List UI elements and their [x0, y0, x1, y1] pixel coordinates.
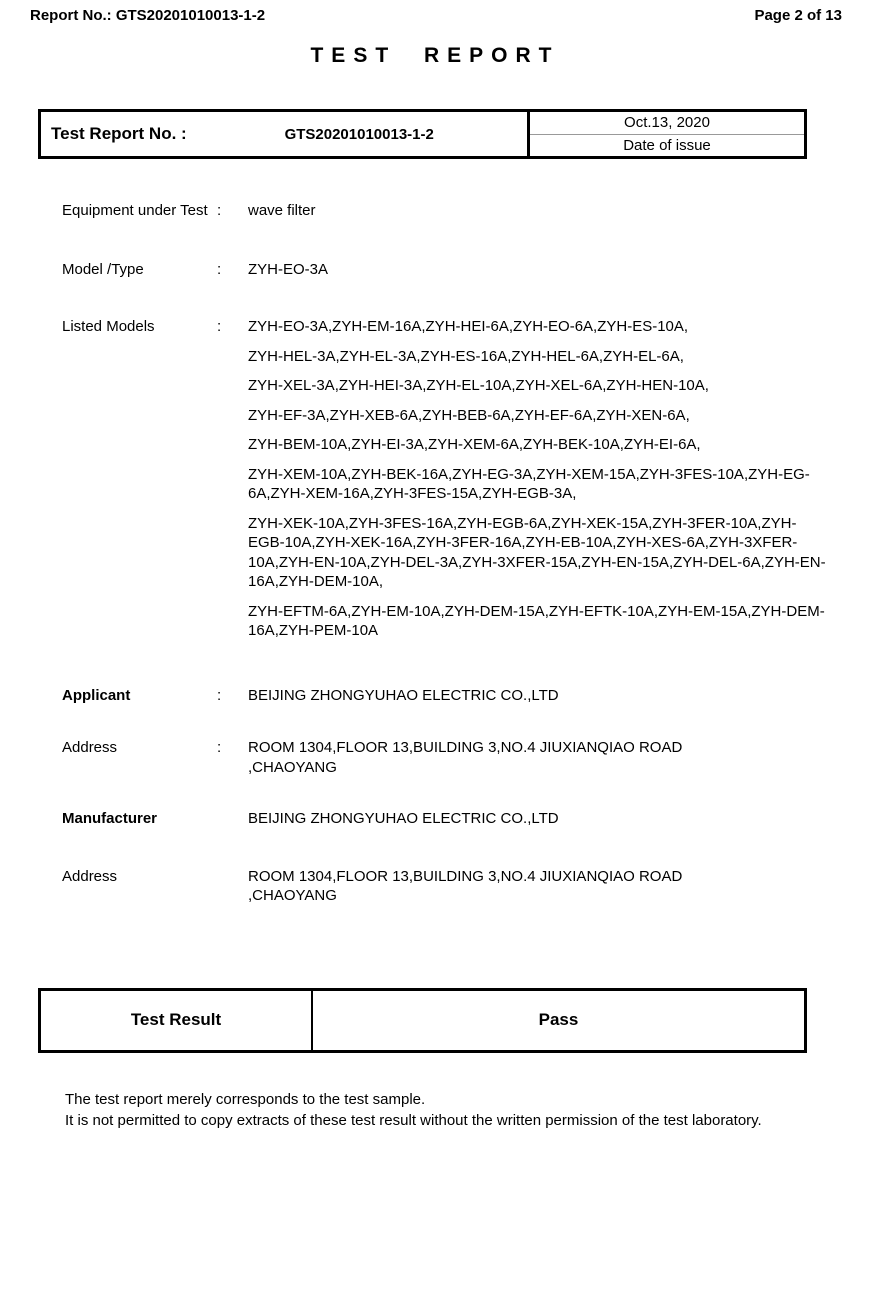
field-colon: :	[217, 202, 222, 219]
date-of-issue-value: Oct.13, 2020	[530, 112, 804, 135]
report-no-label: Test Report No. :	[51, 124, 192, 143]
test-result-value-cell: Pass	[538, 1010, 579, 1029]
disclaimer-line-2: It is not permitted to copy extracts of these test result without the written permission of the test laboratory.	[65, 1111, 762, 1129]
field-label: Listed Models	[62, 318, 155, 335]
listed-models-paragraph: ZYH-XEM-10A,ZYH-BEK-16A,ZYH-EG-3A,ZYH-XEM-15A,ZYH-3FES-10A,ZYH-EG-6A,ZYH-XEM-16A,ZYH-3FES-15A,ZYH-EGB-3A,	[248, 465, 810, 502]
field-label: Address	[62, 867, 118, 885]
field-row-model	[62, 260, 834, 280]
test-result-label-cell: Test Result	[41, 991, 313, 1050]
fields-section	[62, 201, 834, 906]
field-row-manufacturer	[62, 809, 834, 829]
listed-models-paragraph: ZYH-HEL-3A,ZYH-EL-3A,ZYH-ES-16A,ZYH-HEL-6A,ZYH-EL-6A,	[248, 347, 684, 365]
field-value	[248, 317, 830, 641]
disclaimer	[65, 1089, 832, 1131]
field-label: Address	[62, 739, 118, 756]
report-no-cell	[41, 112, 530, 156]
listed-models-paragraph: ZYH-XEK-10A,ZYH-3FES-16A,ZYH-EGB-6A,ZYH-XEK-15A,ZYH-3FER-10A,ZYH-EGB-10A,ZYH-XEK-16A,ZYH-3FER-16A,ZYH-EB-10A,ZYH-XES-6A,ZYH-3XFER-10A,ZYH-EN-10A,ZYH-DEL-3A,ZYH-3XFER-15A,ZYH-EN-15A,ZYH-DEL-6A,ZYH-EN-16A,ZYH-DEM-10A,	[248, 514, 826, 590]
disclaimer-line-1: The test report merely corresponds to the test sample.	[65, 1090, 426, 1108]
field-value: ROOM 1304,FLOOR 13,BUILDING 3,NO.4 JIUXIANQIAO ROAD ,CHAOYANG	[248, 739, 683, 776]
listed-models-paragraph: ZYH-XEL-3A,ZYH-HEI-3A,ZYH-EL-10A,ZYH-XEL-6A,ZYH-HEN-10A,	[248, 377, 709, 394]
field-row-manufacturer-address	[62, 867, 834, 906]
field-row-applicant	[62, 686, 834, 706]
page-number-text: Page 2 of 13	[754, 7, 842, 24]
field-value: BEIJING ZHONGYUHAO ELECTRIC CO.,LTD	[248, 686, 559, 704]
listed-models-paragraph: ZYH-EF-3A,ZYH-XEB-6A,ZYH-BEB-6A,ZYH-EF-6A,ZYH-XEN-6A,	[248, 406, 690, 424]
report-no-box	[38, 109, 807, 159]
field-row-equipment	[62, 201, 834, 221]
page-title: TEST REPORT	[310, 44, 560, 67]
report-no-value: GTS20201010013-1-2	[284, 125, 434, 143]
field-value: BEIJING ZHONGYUHAO ELECTRIC CO.,LTD	[248, 810, 559, 827]
field-colon: :	[217, 318, 222, 335]
field-value: ROOM 1304,FLOOR 13,BUILDING 3,NO.4 JIUXIANQIAO ROAD ,CHAOYANG	[248, 867, 683, 904]
test-result-box	[38, 988, 807, 1053]
listed-models-paragraph: ZYH-EO-3A,ZYH-EM-16A,ZYH-HEI-6A,ZYH-EO-6A,ZYH-ES-10A,	[248, 318, 689, 335]
field-label: Applicant	[62, 686, 131, 704]
field-colon: :	[217, 260, 222, 278]
date-of-issue-cell	[530, 112, 804, 156]
field-row-applicant-address	[62, 738, 834, 777]
report-no-text: Report No.: GTS20201010013-1-2	[30, 7, 266, 24]
listed-models-paragraph: ZYH-EFTM-6A,ZYH-EM-10A,ZYH-DEM-15A,ZYH-EFTK-10A,ZYH-EM-15A,ZYH-DEM-16A,ZYH-PEM-10A	[248, 602, 825, 639]
field-colon: :	[217, 686, 222, 704]
field-value: ZYH-EO-3A	[248, 260, 329, 278]
field-label: Manufacturer	[62, 810, 158, 827]
field-value: wave filter	[248, 202, 316, 219]
date-of-issue-label: Date of issue	[623, 136, 711, 154]
field-colon: :	[217, 739, 222, 756]
field-label: Equipment under Test	[62, 202, 208, 219]
field-row-listed-models	[62, 317, 834, 641]
page-header	[0, 0, 870, 25]
listed-models-paragraph: ZYH-BEM-10A,ZYH-EI-3A,ZYH-XEM-6A,ZYH-BEK-10A,ZYH-EI-6A,	[248, 436, 701, 453]
field-label: Model /Type	[62, 260, 144, 278]
